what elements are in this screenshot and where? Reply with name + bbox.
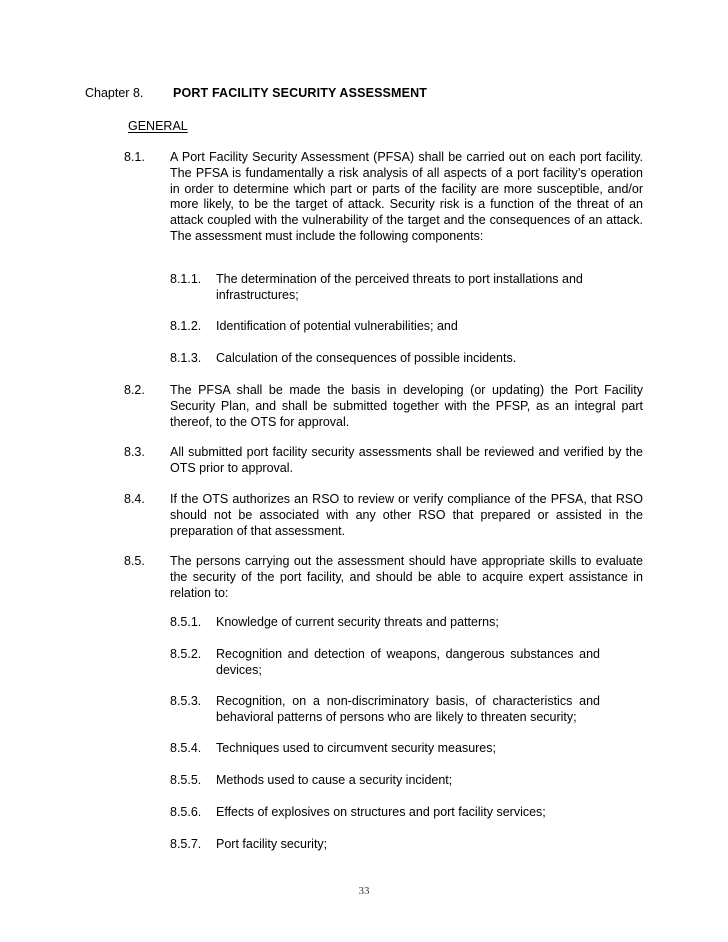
subclause-number: 8.1.1. xyxy=(170,272,202,286)
subclause-8-5-2 xyxy=(170,647,600,679)
subclause-text: Calculation of the consequences of possible incidents. xyxy=(216,351,517,365)
clause-8-1 xyxy=(124,150,643,245)
subclause-text: Port facility security; xyxy=(216,837,328,851)
chapter-label: Chapter 8. xyxy=(85,86,144,100)
subclause-text: Recognition, on a non-discriminatory basis, of characteristics and behavioral patterns of persons who are likely to threaten security; xyxy=(216,694,600,724)
subclause-text: Identification of potential vulnerabilities; and xyxy=(216,319,458,333)
subclause-number: 8.1.3. xyxy=(170,351,202,365)
subclause-number: 8.5.2. xyxy=(170,647,202,661)
subclause-text: Methods used to cause a security incident; xyxy=(216,773,453,787)
subclause-number: 8.5.5. xyxy=(170,773,202,787)
subclause-number: 8.5.1. xyxy=(170,615,202,629)
subclause-8-5-4 xyxy=(170,741,600,757)
clause-text: The PFSA shall be made the basis in developing (or updating) the Port Facility Security Plan, and shall be submitted together with the PFSP, as an integral part thereof, to the OTS for approval. xyxy=(170,383,643,429)
clause-8-5 xyxy=(124,554,643,601)
clause-number: 8.4. xyxy=(124,492,145,506)
subclause-number: 8.5.7. xyxy=(170,837,202,851)
clause-number: 8.2. xyxy=(124,383,145,397)
clause-text: A Port Facility Security Assessment (PFSA) shall be carried out on each port facility. The PFSA is fundamentally a risk analysis of all aspects of a port facility’s operation in order to determine which part or parts of the facility are more susceptible, and/or more likely, to be the target of attack. Security risk is a function of the threat of an attack coupled with the vulnerability of the target and the consequences of an attack. The assessment must include the following components: xyxy=(170,150,643,243)
subclause-text: Techniques used to circumvent security measures; xyxy=(216,741,496,755)
clause-number: 8.5. xyxy=(124,554,145,568)
subclause-8-1-3 xyxy=(170,351,600,367)
subclause-8-5-7 xyxy=(170,837,600,853)
page-title: PORT FACILITY SECURITY ASSESSMENT xyxy=(173,86,428,100)
subclause-number: 8.1.2. xyxy=(170,319,202,333)
clause-8-2 xyxy=(124,383,643,430)
subclause-text: Recognition and detection of weapons, dangerous substances and devices; xyxy=(216,647,600,677)
subclause-text: Effects of explosives on structures and port facility services; xyxy=(216,805,546,819)
subclause-8-1-1 xyxy=(170,272,600,304)
subclause-8-1-2 xyxy=(170,319,600,335)
clause-number: 8.1. xyxy=(124,150,145,164)
clause-number: 8.3. xyxy=(124,445,145,459)
subclause-number: 8.5.4. xyxy=(170,741,202,755)
subclause-text: The determination of the perceived threats to port installations and infrastructures; xyxy=(216,272,583,302)
clause-8-3 xyxy=(124,445,643,477)
subclause-number: 8.5.3. xyxy=(170,694,202,708)
subclause-8-5-3 xyxy=(170,694,600,726)
chapter-heading xyxy=(85,85,645,101)
section-label-general: GENERAL xyxy=(128,119,188,133)
subclause-8-5-1 xyxy=(170,615,600,631)
clause-text: If the OTS authorizes an RSO to review or verify compliance of the PFSA, that RSO should not be associated with any other RSO that prepared or assisted in the preparation of that assessment. xyxy=(170,492,643,538)
clause-text: All submitted port facility security assessments shall be reviewed and verified by the OTS prior to approval. xyxy=(170,445,643,475)
page-number: 33 xyxy=(358,885,370,897)
subclause-number: 8.5.6. xyxy=(170,805,202,819)
clause-8-4 xyxy=(124,492,643,539)
subclause-8-5-6 xyxy=(170,805,600,821)
subclause-text: Knowledge of current security threats and patterns; xyxy=(216,615,499,629)
clause-text: The persons carrying out the assessment should have appropriate skills to evaluate the security of the port facility, and should be able to acquire expert assistance in relation to: xyxy=(170,554,643,600)
subclause-8-5-5 xyxy=(170,773,600,789)
